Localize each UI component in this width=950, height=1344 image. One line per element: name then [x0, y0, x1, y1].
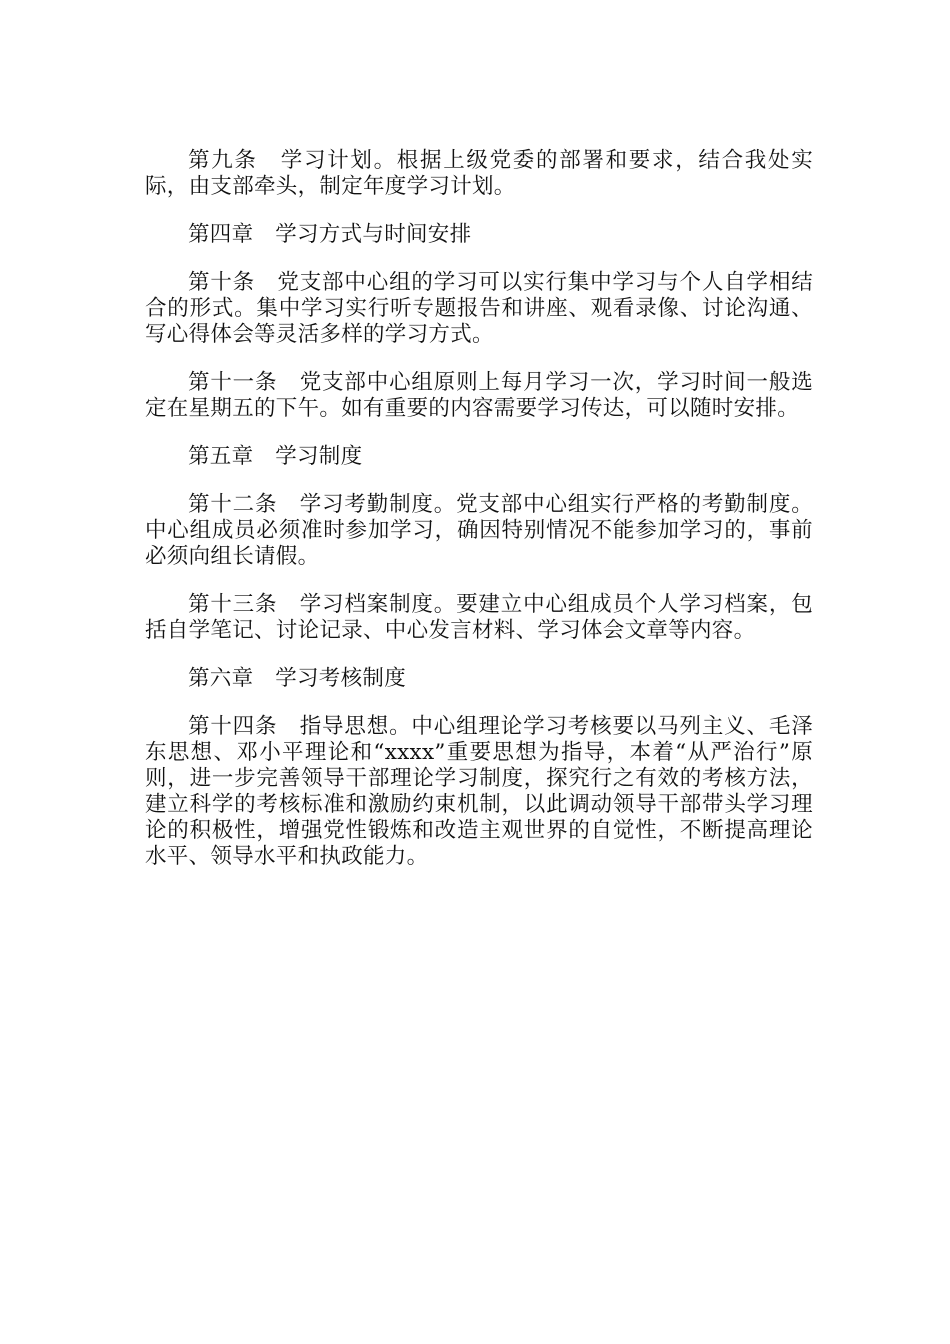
- chapter-4-heading: 第四章 学习方式与时间安排: [188, 222, 472, 247]
- article-13: 第十三条 学习档案制度。要建立中心组成员个人学习档案，包括自学笔记、讨论记录、中心发言材料、学习体会文章等内容。: [145, 592, 813, 643]
- article-11: 第十一条 党支部中心组原则上每月学习一次，学习时间一般选定在星期五的下午。如有重要的内容需要学习传达，可以随时安排。: [145, 370, 813, 421]
- chapter-6-heading: 第六章 学习考核制度: [188, 666, 407, 691]
- article-14: 第十四条 指导思想。中心组理论学习考核要以马列主义、毛泽东思想、邓小平理论和“xxxx”重要思想为指导，本着“从严治行”原则，进一步完善领导干部理论学习制度，探究行之有效的考核方法，建立科学的考核标准和激励约束机制，以此调动领导干部带头学习理论的积极性，增强党性锻炼和改造主观世界的自觉性，不断提高理论水平、领导水平和执政能力。: [145, 714, 813, 869]
- article-10: 第十条 党支部中心组的学习可以实行集中学习与个人自学相结合的形式。集中学习实行听专题报告和讲座、观看录像、讨论沟通、写心得体会等灵活多样的学习方式。: [145, 270, 813, 347]
- article-9: 第九条 学习计划。根据上级党委的部署和要求，结合我处实际，由支部牵头，制定年度学习计划。: [145, 148, 813, 199]
- document-body: [145, 148, 813, 892]
- article-12: 第十二条 学习考勤制度。党支部中心组实行严格的考勤制度。中心组成员必须准时参加学习，确因特别情况不能参加学习的，事前必须向组长请假。: [145, 492, 813, 569]
- chapter-5-heading: 第五章 学习制度: [188, 444, 363, 469]
